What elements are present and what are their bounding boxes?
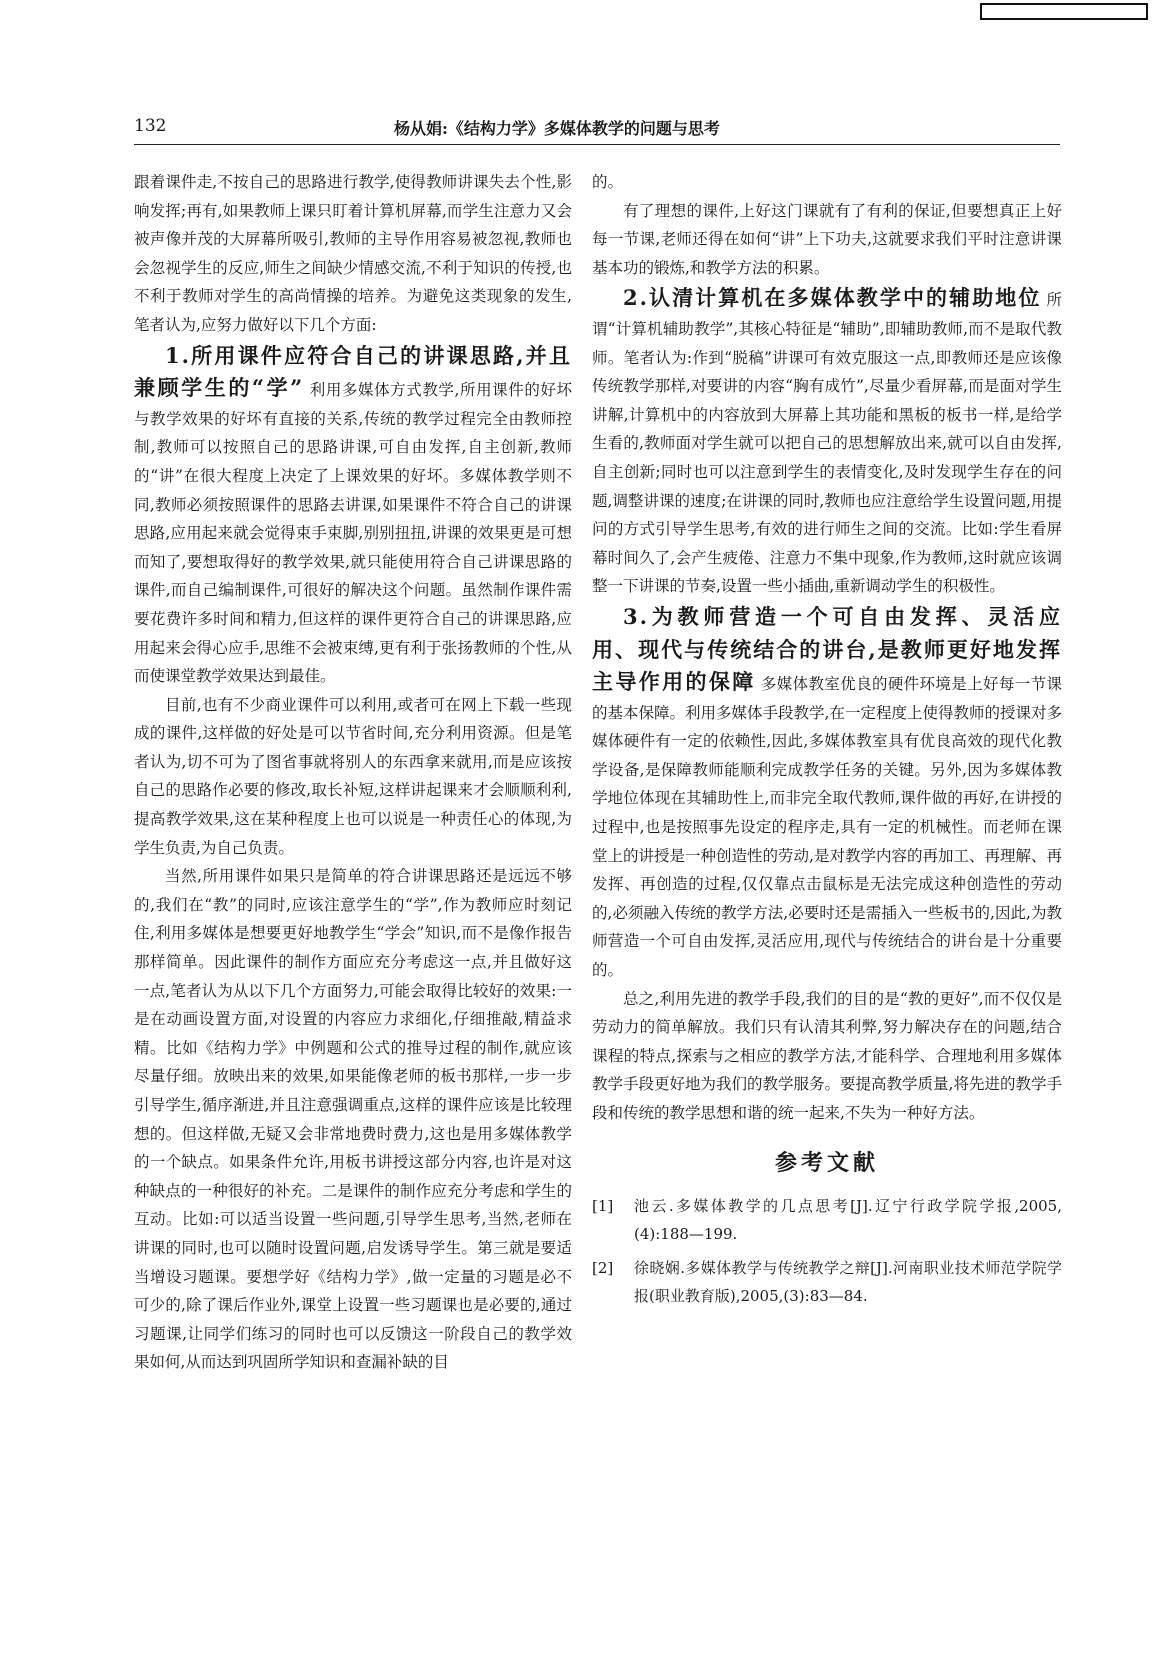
- reference-number: [1]: [592, 1196, 614, 1215]
- reference-item: [592, 1192, 1062, 1248]
- paragraph: 当然,所用课件如果只是简单的符合讲课思路还是远远不够的,我们在“教”的同时,应该注意学生的“学”,作为教师应时刻记住,利用多媒体是想要更好地教学生“学会”知识,而不是像作报告那样简单。因此课件的制作方面应充分考虑这一点,并且做好这一点,笔者认为从以下几个方面努力,可能会取得比较好的效果:一是在动画设置方面,对设置的内容应力求细化,仔细推敲,精益求精。比如《结构力学》中例题和公式的推导过程的制作,就应该尽量仔细。放映出来的效果,如果能像老师的板书那样,一步一步引导学生,循序渐进,并且注意强调重点,这样的课件应该是比较理想的。但这样做,无疑又会非常地费时费力,这也是用多媒体教学的一个缺点。如果条件允许,用板书讲授这部分内容,也许是对这种缺点的一种很好的补充。二是课件的制作应充分考虑和学生的互动。比如:可以适当设置一些问题,引导学生思考,当然,老师在讲课的同时,也可以随时设置问题,启发诱导学生。第三就是要适当增设习题课。要想学好《结构力学》,做一定量的习题是必不可少的,除了课后作业外,课堂上设置一些习题课也是必要的,通过习题课,让同学们练习的同时也可以反馈这一阶段自己的教学效果如何,从而达到巩固所学知识和查漏补缺的目: [134, 867, 572, 1372]
- paragraph: 的。: [592, 173, 624, 191]
- page-header: [134, 116, 1060, 146]
- paragraph: 跟着课件走,不按自己的思路进行教学,使得教师讲课失去个性,影响发挥;再有,如果教师上课只盯着计算机屏幕,而学生注意力又会被声像并茂的大屏幕所吸引,教师的主导作用容易被忽视,教师也会忽视学生的反应,师生之间缺少情感交流,不利于知识的传授,也不利于教师对学生的高尚情操的培养。为避免这类现象的发生,笔者认为,应努力做好以下几个方面:: [134, 173, 572, 334]
- section-body: 多媒体教室优良的硬件环境是上好每一节课的基本保障。利用多媒体手段教学,在一定程度上使得教师的授课对多媒体硬件有一定的依赖性,因此,多媒体教室具有优良高效的现代化教学设备,是保障教师能顺利完成教学任务的关键。另外,因为多媒体教学地位体现在其辅助性上,而非完全取代教师,课件做的再好,在讲授的过程中,也是按照事先设定的程序走,具有一定的机械性。而老师在课堂上的讲授是一种创造性的劳动,是对教学内容的再加工、再理解、再发挥、再创造的过程,仅仅靠点击鼠标是无法完成这种创造性的劳动的,必须融入传统的教学方法,必要时还是需插入一些板书的,因此,为教师营造一个可自由发挥,灵活应用,现代与传统结合的讲台是十分重要的。: [592, 675, 1062, 980]
- reference-number: [2]: [592, 1258, 614, 1277]
- header-rule: [134, 144, 1060, 145]
- paragraph: 总之,利用先进的教学手段,我们的目的是“教的更好”,而不仅仅是劳动力的简单解放。我们只有认清其利弊,努力解决存在的问题,结合课程的特点,探索与之相应的教学方法,才能科学、合理地利用多媒体教学手段更好地为我们的教学服务。要提高教学质量,将先进的教学手段和传统的教学思想和谐的统一起来,不失为一种好方法。: [592, 989, 1062, 1122]
- reference-item: [592, 1254, 1062, 1310]
- section-2: [592, 282, 1062, 601]
- running-title: 杨从娟:《结构力学》多媒体教学的问题与思考: [394, 119, 720, 138]
- corner-box: [980, 3, 1148, 20]
- section-body: 利用多媒体方式教学,所用课件的好坏与教学效果的好坏有直接的关系,传统的教学过程完全由教师控制,教师可以按照自己的思路讲课,可自由发挥,自主创新,教师的“讲”在很大程度上决定了上课效果的好坏。多媒体教学则不同,教师必须按照课件的思路去讲课,如果课件不符合自己的讲课思路,应用起来就会觉得束手束脚,别别扭扭,讲课的效果更是可想而知了,要想取得好的教学效果,就只能使用符合自己讲课思路的课件,而自己编制课件,可很好的解决这个问题。虽然制作课件需要花费许多时间和精力,但这样的课件更符合自己的讲课思路,应用起来会得心应手,思维不会被束缚,更有利于张扬教师的个性,从而使课堂教学效果达到最佳。: [134, 381, 572, 686]
- section-body: 所谓“计算机辅助教学”,其核心特征是“辅助”,即辅助教师,而不是取代教师。笔者认为:作到“脱稿”讲课可有效克服这一点,即教师还是应该像传统教学那样,对要讲的内容“胸有成竹”,尽量少看屏幕,而是面对学生讲解,计算机中的内容放到大屏幕上其功能和黑板的板书一样,是给学生看的,教师面对学生就可以把自己的思想解放出来,就可以自由发挥,自主创新;同时也可以注意到学生的表情变化,及时发现学生存在的问题,调整讲课的速度;在讲课的同时,教师也应注意给学生设置问题,用提问的方式引导学生思考,有效的进行师生之间的交流。比如:学生看屏幕时间久了,会产生疲倦、注意力不集中现象,作为教师,这时就应该调整一下讲课的节奏,设置一些小插曲,重新调动学生的积极性。: [592, 291, 1062, 596]
- section-1: [134, 340, 572, 691]
- section-title: 1.所用课件应符合自己的讲课思路,并且兼顾学生的“学”: [134, 342, 572, 401]
- paragraph: 目前,也有不少商业课件可以利用,或者可在网上下载一些现成的课件,这样做的好处是可以节省时间,充分利用资源。但是笔者认为,切不可为了图省事就将别人的东西拿来就用,而是应该按自己的思路作必要的修改,取长补短,这样讲起课来才会顺顺利利,提高教学效果,这在某种程度上也可以说是一种责任心的体现,为学生负责,为自己负责。: [134, 695, 572, 857]
- section-title: 2.认清计算机在多媒体教学中的辅助地位: [623, 285, 1042, 311]
- section-3: [592, 601, 1062, 985]
- paragraph: 有了理想的课件,上好这门课就有了有利的保证,但要想真正上好每一节课,老师还得在如何“讲”上下功夫,这就要求我们平时注意讲课基本功的锻炼,和教学方法的积累。: [592, 201, 1062, 277]
- section-title: 3.为教师营造一个可自由发挥、灵活应用、现代与传统结合的讲台,是教师更好地发挥主导作用的保障: [592, 603, 1062, 695]
- reference-text: 徐晓娴.多媒体教学与传统教学之辩[J].河南职业技术师范学院学报(职业教育版),2005,(3):83—84.: [634, 1258, 1062, 1305]
- page-number: 132: [134, 116, 167, 136]
- references-title: 参考文献: [774, 1149, 879, 1176]
- left-column: [134, 168, 572, 1377]
- reference-text: 池云.多媒体教学的几点思考[J].辽宁行政学院学报,2005,(4):188—199.: [634, 1196, 1062, 1243]
- right-column: [592, 168, 1062, 1316]
